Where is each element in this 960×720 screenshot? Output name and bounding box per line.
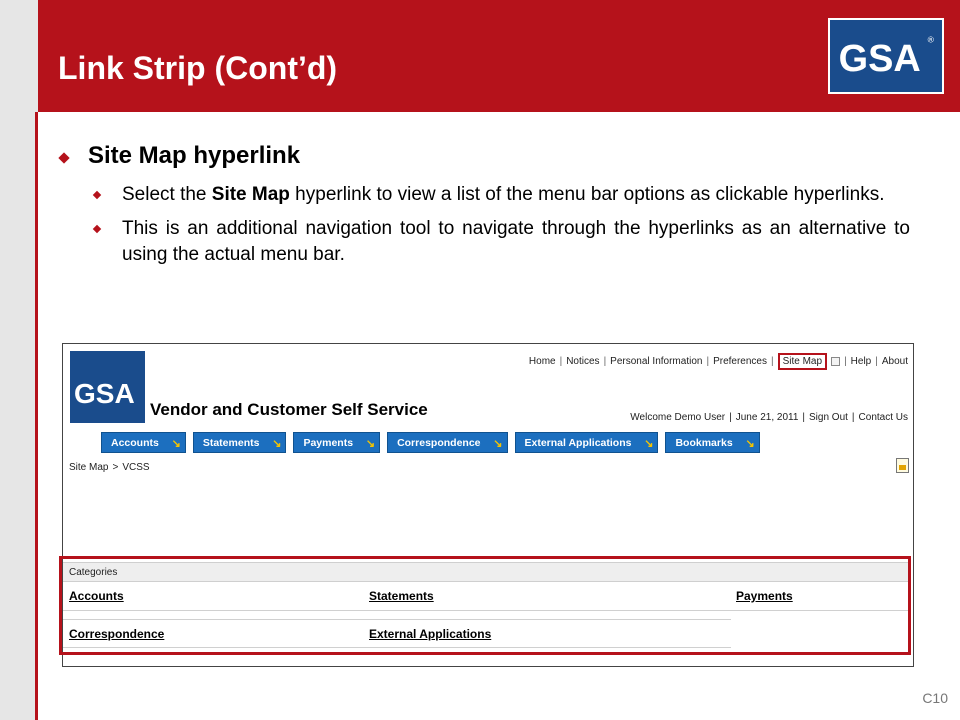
arrow-down-right-icon: ↘ <box>745 438 755 450</box>
category-link-payments[interactable]: Payments <box>736 589 793 603</box>
left-sidebar-bar <box>0 0 38 720</box>
menu-payments[interactable]: Payments ↘ <box>293 432 380 453</box>
bookmark-page-icon[interactable] <box>896 458 909 473</box>
menu-statements[interactable]: Statements ↘ <box>193 432 287 453</box>
category-link-statements[interactable]: Statements <box>369 589 434 603</box>
link-help[interactable]: Help <box>850 356 872 367</box>
app-logo-text: GSA <box>74 378 135 409</box>
categories-highlight-frame <box>59 556 911 655</box>
gsa-logo-graphic <box>830 20 942 92</box>
app-gsa-logo <box>70 351 145 423</box>
diamond-bullet-icon <box>93 191 101 199</box>
bullet-sub-1-text: Select the Site Map hyperlink to view a list of the menu bar options as clickable hyperlinks. <box>122 184 885 205</box>
breadcrumb-vcss: VCSS <box>122 462 150 473</box>
bullet-sub-1 <box>94 182 910 208</box>
left-red-divider <box>35 112 38 720</box>
link-contact-us[interactable]: Contact Us <box>858 412 908 423</box>
bullet-list <box>60 142 910 276</box>
diamond-bullet-icon <box>58 152 69 163</box>
link-home[interactable]: Home <box>528 356 556 367</box>
link-sign-out[interactable]: Sign Out <box>809 412 848 423</box>
gsa-logo-registered: ® <box>927 34 934 45</box>
breadcrumb-site-map[interactable]: Site Map <box>69 462 109 473</box>
welcome-date: June 21, 2011 <box>735 412 799 423</box>
arrow-down-right-icon: ↘ <box>365 438 376 450</box>
arrow-down-right-icon: ↘ <box>272 438 282 450</box>
arrow-down-right-icon: ↘ <box>171 438 181 450</box>
link-personal-information[interactable]: Personal Information <box>610 356 703 367</box>
categories-header: Categories <box>63 562 909 582</box>
menu-bar <box>101 432 760 453</box>
printer-icon[interactable] <box>831 357 840 366</box>
welcome-strip: Welcome Demo User | June 21, 2011 | Sign Out | Contact Us <box>630 412 908 423</box>
link-preferences[interactable]: Preferences <box>713 356 767 367</box>
vcss-screenshot <box>62 343 914 667</box>
menu-bookmarks[interactable]: Bookmarks ↘ <box>665 432 759 453</box>
slide-title: Link Strip (Cont’d) <box>58 50 338 86</box>
link-about[interactable]: About <box>881 356 908 367</box>
category-link-external-applications[interactable]: External Applications <box>369 627 492 641</box>
category-link-accounts[interactable]: Accounts <box>69 589 124 603</box>
diamond-bullet-icon <box>93 225 101 233</box>
gsa-logo-text: GSA <box>838 38 921 81</box>
welcome-user: Welcome Demo User <box>630 412 726 423</box>
breadcrumb <box>69 462 150 473</box>
top-link-strip: Home | Notices | Personal Information | Preferences | Site Map | Help | About <box>529 353 908 370</box>
bullet-sub-2-text: This is an additional navigation tool to navigate through the hyperlinks as an alternative to using the actual menu bar. <box>122 218 910 265</box>
slide-page-number: C10 <box>922 690 948 706</box>
menu-accounts[interactable]: Accounts ↘ <box>101 432 186 453</box>
app-title: Vendor and Customer Self Service <box>150 400 428 419</box>
category-link-correspondence[interactable]: Correspondence <box>69 627 165 641</box>
bullet-main-text: Site Map hyperlink <box>88 142 301 169</box>
link-notices[interactable]: Notices <box>566 356 600 367</box>
arrow-down-right-icon: ↘ <box>644 438 654 450</box>
menu-external-applications[interactable]: External Applications ↘ <box>515 432 659 453</box>
arrow-down-right-icon: ↘ <box>493 438 503 450</box>
bullet-sub-2 <box>94 216 910 268</box>
link-site-map[interactable]: Site Map <box>778 353 827 370</box>
menu-correspondence[interactable]: Correspondence ↘ <box>387 432 507 453</box>
gsa-logo <box>828 18 944 94</box>
bullet-main <box>60 142 910 170</box>
breadcrumb-separator: > <box>112 462 119 473</box>
app-gsa-logo-graphic <box>70 351 145 423</box>
